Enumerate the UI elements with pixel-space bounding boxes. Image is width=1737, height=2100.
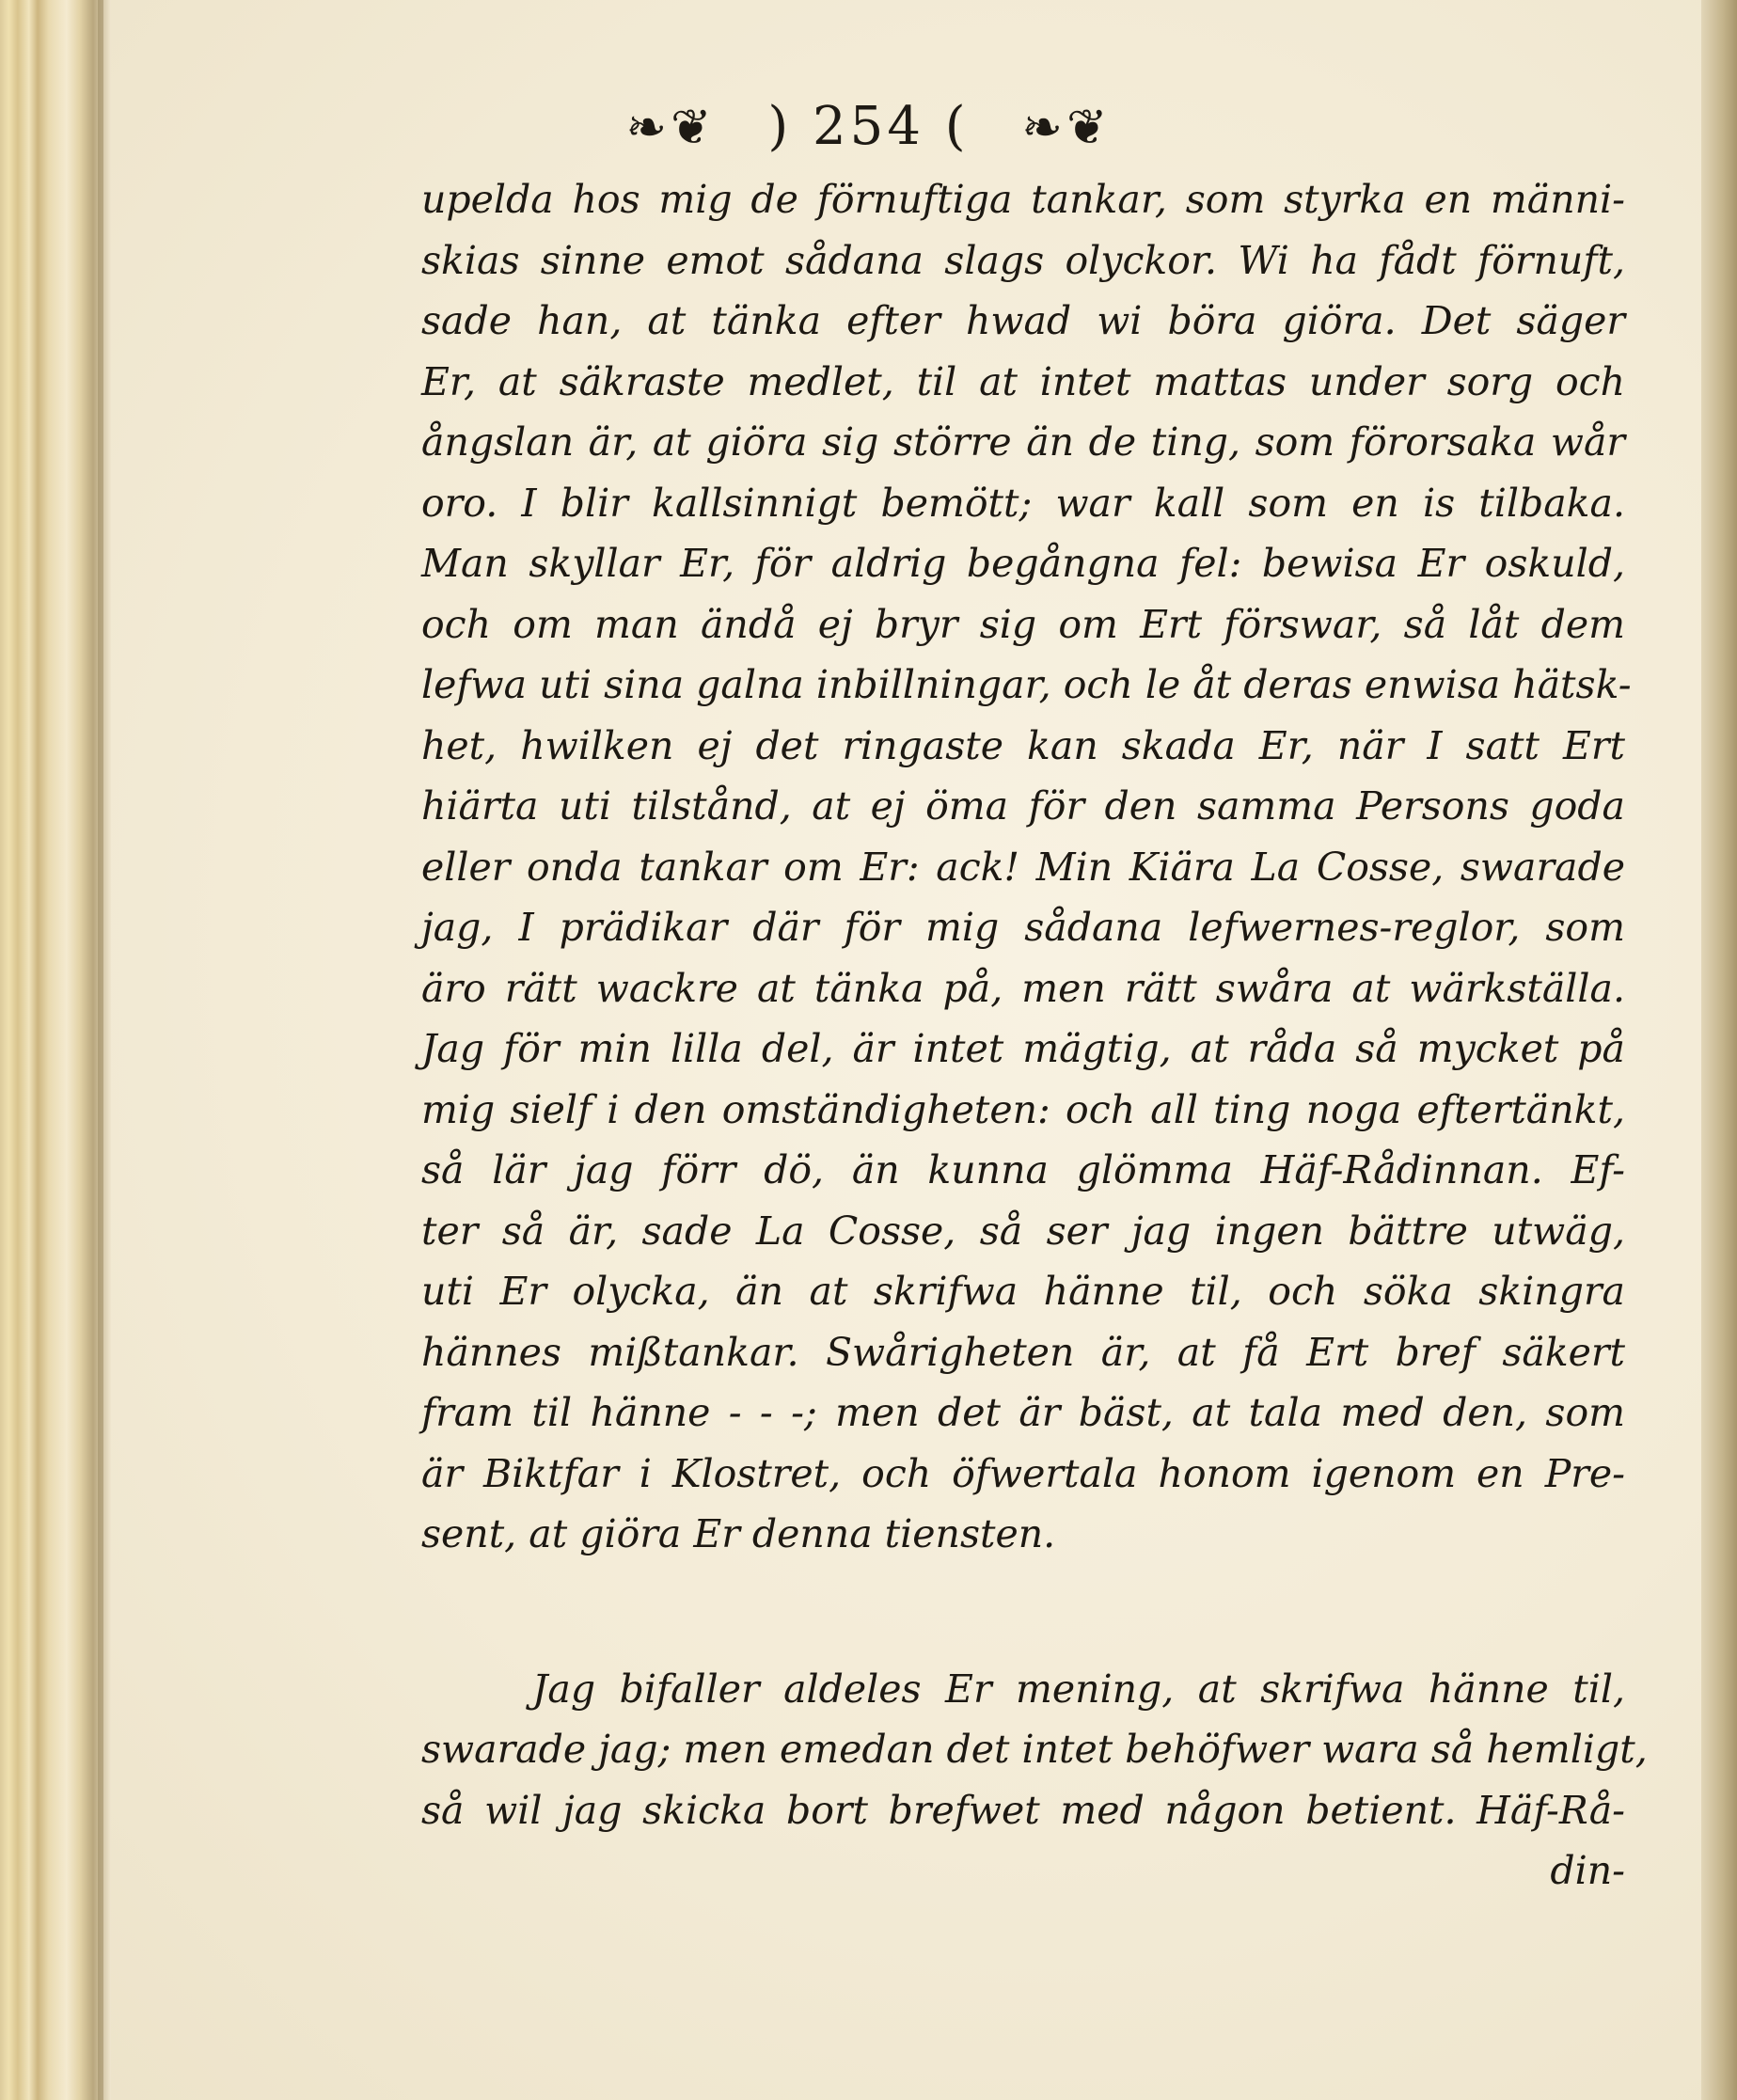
text-line: äro rätt wackre at tänka på, men rätt swåra at wärkställa.	[421, 965, 1625, 1011]
body-text	[421, 169, 1648, 1902]
text-line: fram til hänne - - -; men det är bäst, at tala med den, som	[421, 1390, 1625, 1435]
text-line: oro. I blir kallsinnigt bemött; war kall som en is tilbaka.	[421, 480, 1625, 526]
text-line: Jag bifaller aldeles Er mening, at skrifwa hänne til,	[532, 1666, 1625, 1712]
book-spine	[0, 0, 111, 2100]
text-line: mig sielf i den omständigheten: och all ting noga eftertänkt,	[421, 1086, 1625, 1132]
text-line: Man skyllar Er, för aldrig begångna fel: bewisa Er oskuld,	[421, 541, 1625, 586]
text-line: skias sinne emot sådana slags olyckor. Wi ha fådt förnuft,	[421, 237, 1625, 283]
text-line: och om man ändå ej bryr sig om Ert förswar, så låt dem	[421, 601, 1625, 647]
text-line: upelda hos mig de förnuftiga tankar, som styrka en männi-	[421, 177, 1625, 222]
catchword: din-	[1550, 1848, 1625, 1893]
text-line: Jag för min lilla del, är intet mägtig, at råda så mycket på	[421, 1026, 1625, 1071]
text-line: så wil jag skicka bort brefwet med någon betient. Häf-Rå-	[421, 1787, 1625, 1833]
text-line: hiärta uti tilstånd, at ej öma för den samma Persons goda	[421, 783, 1625, 829]
text-line: hännes mißtankar. Swårigheten är, at få Ert bref säkert	[421, 1329, 1625, 1375]
text-line: så lär jag förr dö, än kunna glömma Häf-Rådinnan. Ef-	[421, 1147, 1625, 1192]
text-line: sade han, at tänka efter hwad wi böra giöra. Det säger	[421, 298, 1625, 343]
text-line: swarade jag; men emedan det intet behöfwer wara så hemligt,	[421, 1727, 1648, 1772]
text-line: het, hwilken ej det ringaste kan skada Er, när I satt Ert	[421, 722, 1625, 768]
text-line: ångslan är, at giöra sig större än de ting, som förorsaka wår	[421, 419, 1625, 465]
text-line: ter så är, sade La Cosse, så ser jag ingen bättre utwäg,	[421, 1208, 1625, 1254]
left-ornament-icon: ❧❦	[625, 100, 716, 156]
text-line: uti Er olycka, än at skrifwa hänne til, och söka skingra	[421, 1269, 1625, 1314]
text-line: eller onda tankar om Er: ack! Min Kiära La Cosse, swarade	[421, 844, 1625, 890]
paragraph-break	[421, 1565, 1625, 1659]
spine-fold	[98, 0, 103, 2100]
running-header	[0, 96, 1737, 157]
right-ornament-icon: ❧❦	[1021, 100, 1112, 156]
text-line: jag, I prädikar där för mig sådana lefwernes-reglor, som	[421, 905, 1625, 950]
text-line: är Biktfar i Klostret, och öfwertala honom igenom en Pre-	[421, 1450, 1625, 1496]
text-line: lefwa uti sina galna inbillningar, och le åt deras enwisa hätsk-	[421, 662, 1632, 707]
text-line: Er, at säkraste medlet, til at intet mattas under sorg och	[421, 358, 1625, 404]
text-line: sent, at giöra Er denna tiensten.	[421, 1511, 1056, 1556]
page-edge	[1701, 0, 1737, 2100]
page-number: ) 254 (	[767, 96, 970, 157]
